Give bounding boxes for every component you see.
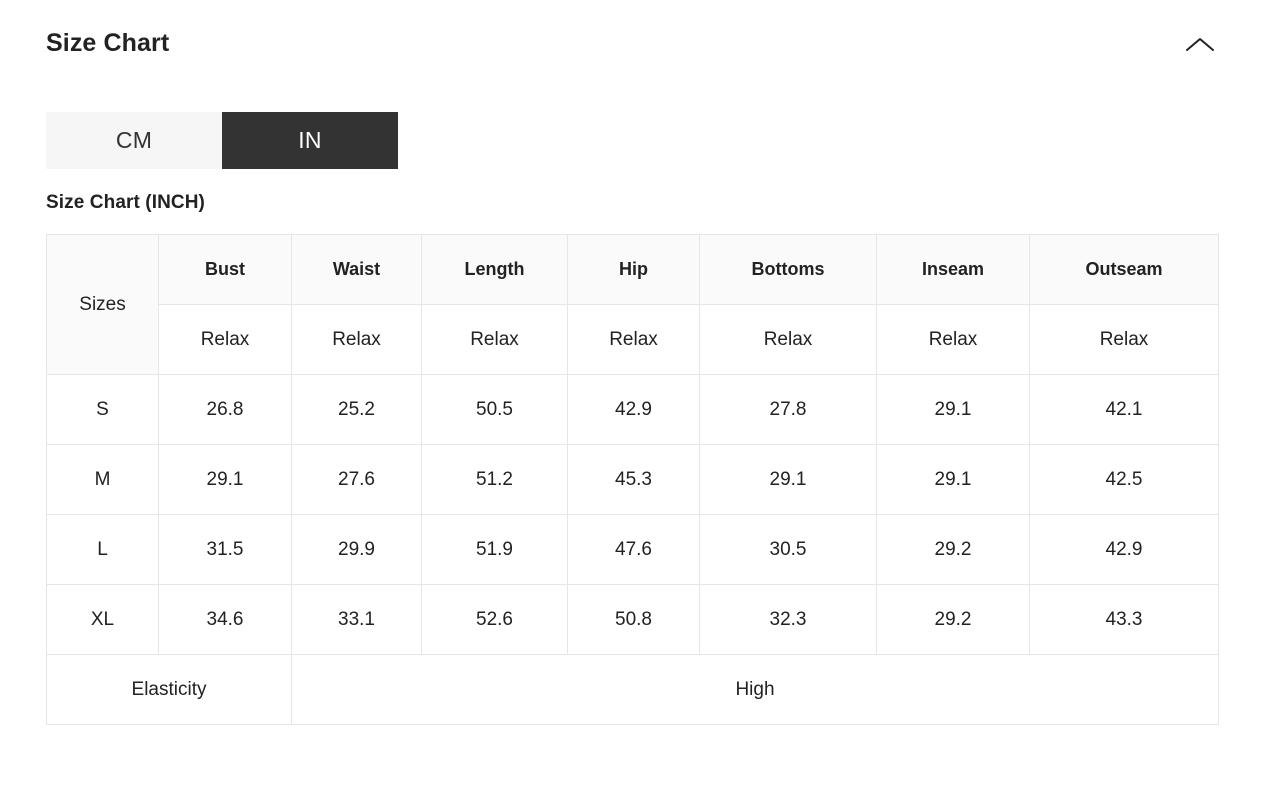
chevron-up-icon [1185, 35, 1215, 58]
cell-inseam: 29.2 [877, 585, 1030, 655]
elasticity-label: Elasticity [47, 655, 292, 725]
unit-toggle-cm[interactable]: CM [46, 112, 222, 169]
cell-hip: 47.6 [568, 515, 700, 585]
unit-toggle-in[interactable]: IN [222, 112, 398, 169]
table-row [47, 585, 1219, 655]
size-chart-table [46, 234, 1219, 725]
cell-outseam: 42.1 [1030, 375, 1219, 445]
row-size-label: M [47, 445, 159, 515]
column-header-waist: Waist [292, 235, 422, 305]
cell-length: 52.6 [422, 585, 568, 655]
row-size-label: L [47, 515, 159, 585]
fit-inseam: Relax [877, 305, 1030, 375]
row-size-label: S [47, 375, 159, 445]
cell-waist: 29.9 [292, 515, 422, 585]
table-row [47, 445, 1219, 515]
cell-outseam: 42.9 [1030, 515, 1219, 585]
cell-hip: 50.8 [568, 585, 700, 655]
cell-outseam: 43.3 [1030, 585, 1219, 655]
fit-waist: Relax [292, 305, 422, 375]
cell-length: 50.5 [422, 375, 568, 445]
fit-bottoms: Relax [700, 305, 877, 375]
cell-bottoms: 30.5 [700, 515, 877, 585]
collapse-toggle-button[interactable] [1178, 26, 1222, 66]
page-title: Size Chart [46, 29, 170, 57]
table-elasticity-row [47, 655, 1219, 725]
cell-outseam: 42.5 [1030, 445, 1219, 515]
table-corner-sizes-label: Sizes [47, 235, 159, 375]
column-header-length: Length [422, 235, 568, 305]
cell-bottoms: 29.1 [700, 445, 877, 515]
table-fit-row [47, 305, 1219, 375]
cell-bottoms: 27.8 [700, 375, 877, 445]
column-header-bust: Bust [159, 235, 292, 305]
cell-bust: 31.5 [159, 515, 292, 585]
cell-bust: 29.1 [159, 445, 292, 515]
fit-length: Relax [422, 305, 568, 375]
table-row [47, 515, 1219, 585]
cell-hip: 42.9 [568, 375, 700, 445]
cell-bust: 26.8 [159, 375, 292, 445]
cell-length: 51.9 [422, 515, 568, 585]
column-header-outseam: Outseam [1030, 235, 1219, 305]
table-header-row [47, 235, 1219, 305]
row-size-label: XL [47, 585, 159, 655]
fit-hip: Relax [568, 305, 700, 375]
cell-length: 51.2 [422, 445, 568, 515]
column-header-bottoms: Bottoms [700, 235, 877, 305]
column-header-inseam: Inseam [877, 235, 1030, 305]
cell-bust: 34.6 [159, 585, 292, 655]
fit-outseam: Relax [1030, 305, 1219, 375]
cell-inseam: 29.1 [877, 445, 1030, 515]
cell-waist: 25.2 [292, 375, 422, 445]
cell-waist: 27.6 [292, 445, 422, 515]
elasticity-value: High [292, 655, 1219, 725]
cell-inseam: 29.2 [877, 515, 1030, 585]
unit-toggle-group[interactable] [46, 112, 1218, 169]
size-chart-subtitle: Size Chart (INCH) [46, 192, 205, 213]
size-chart-header [46, 26, 1218, 66]
cell-hip: 45.3 [568, 445, 700, 515]
cell-inseam: 29.1 [877, 375, 1030, 445]
cell-waist: 33.1 [292, 585, 422, 655]
table-row [47, 375, 1219, 445]
fit-bust: Relax [159, 305, 292, 375]
cell-bottoms: 32.3 [700, 585, 877, 655]
column-header-hip: Hip [568, 235, 700, 305]
